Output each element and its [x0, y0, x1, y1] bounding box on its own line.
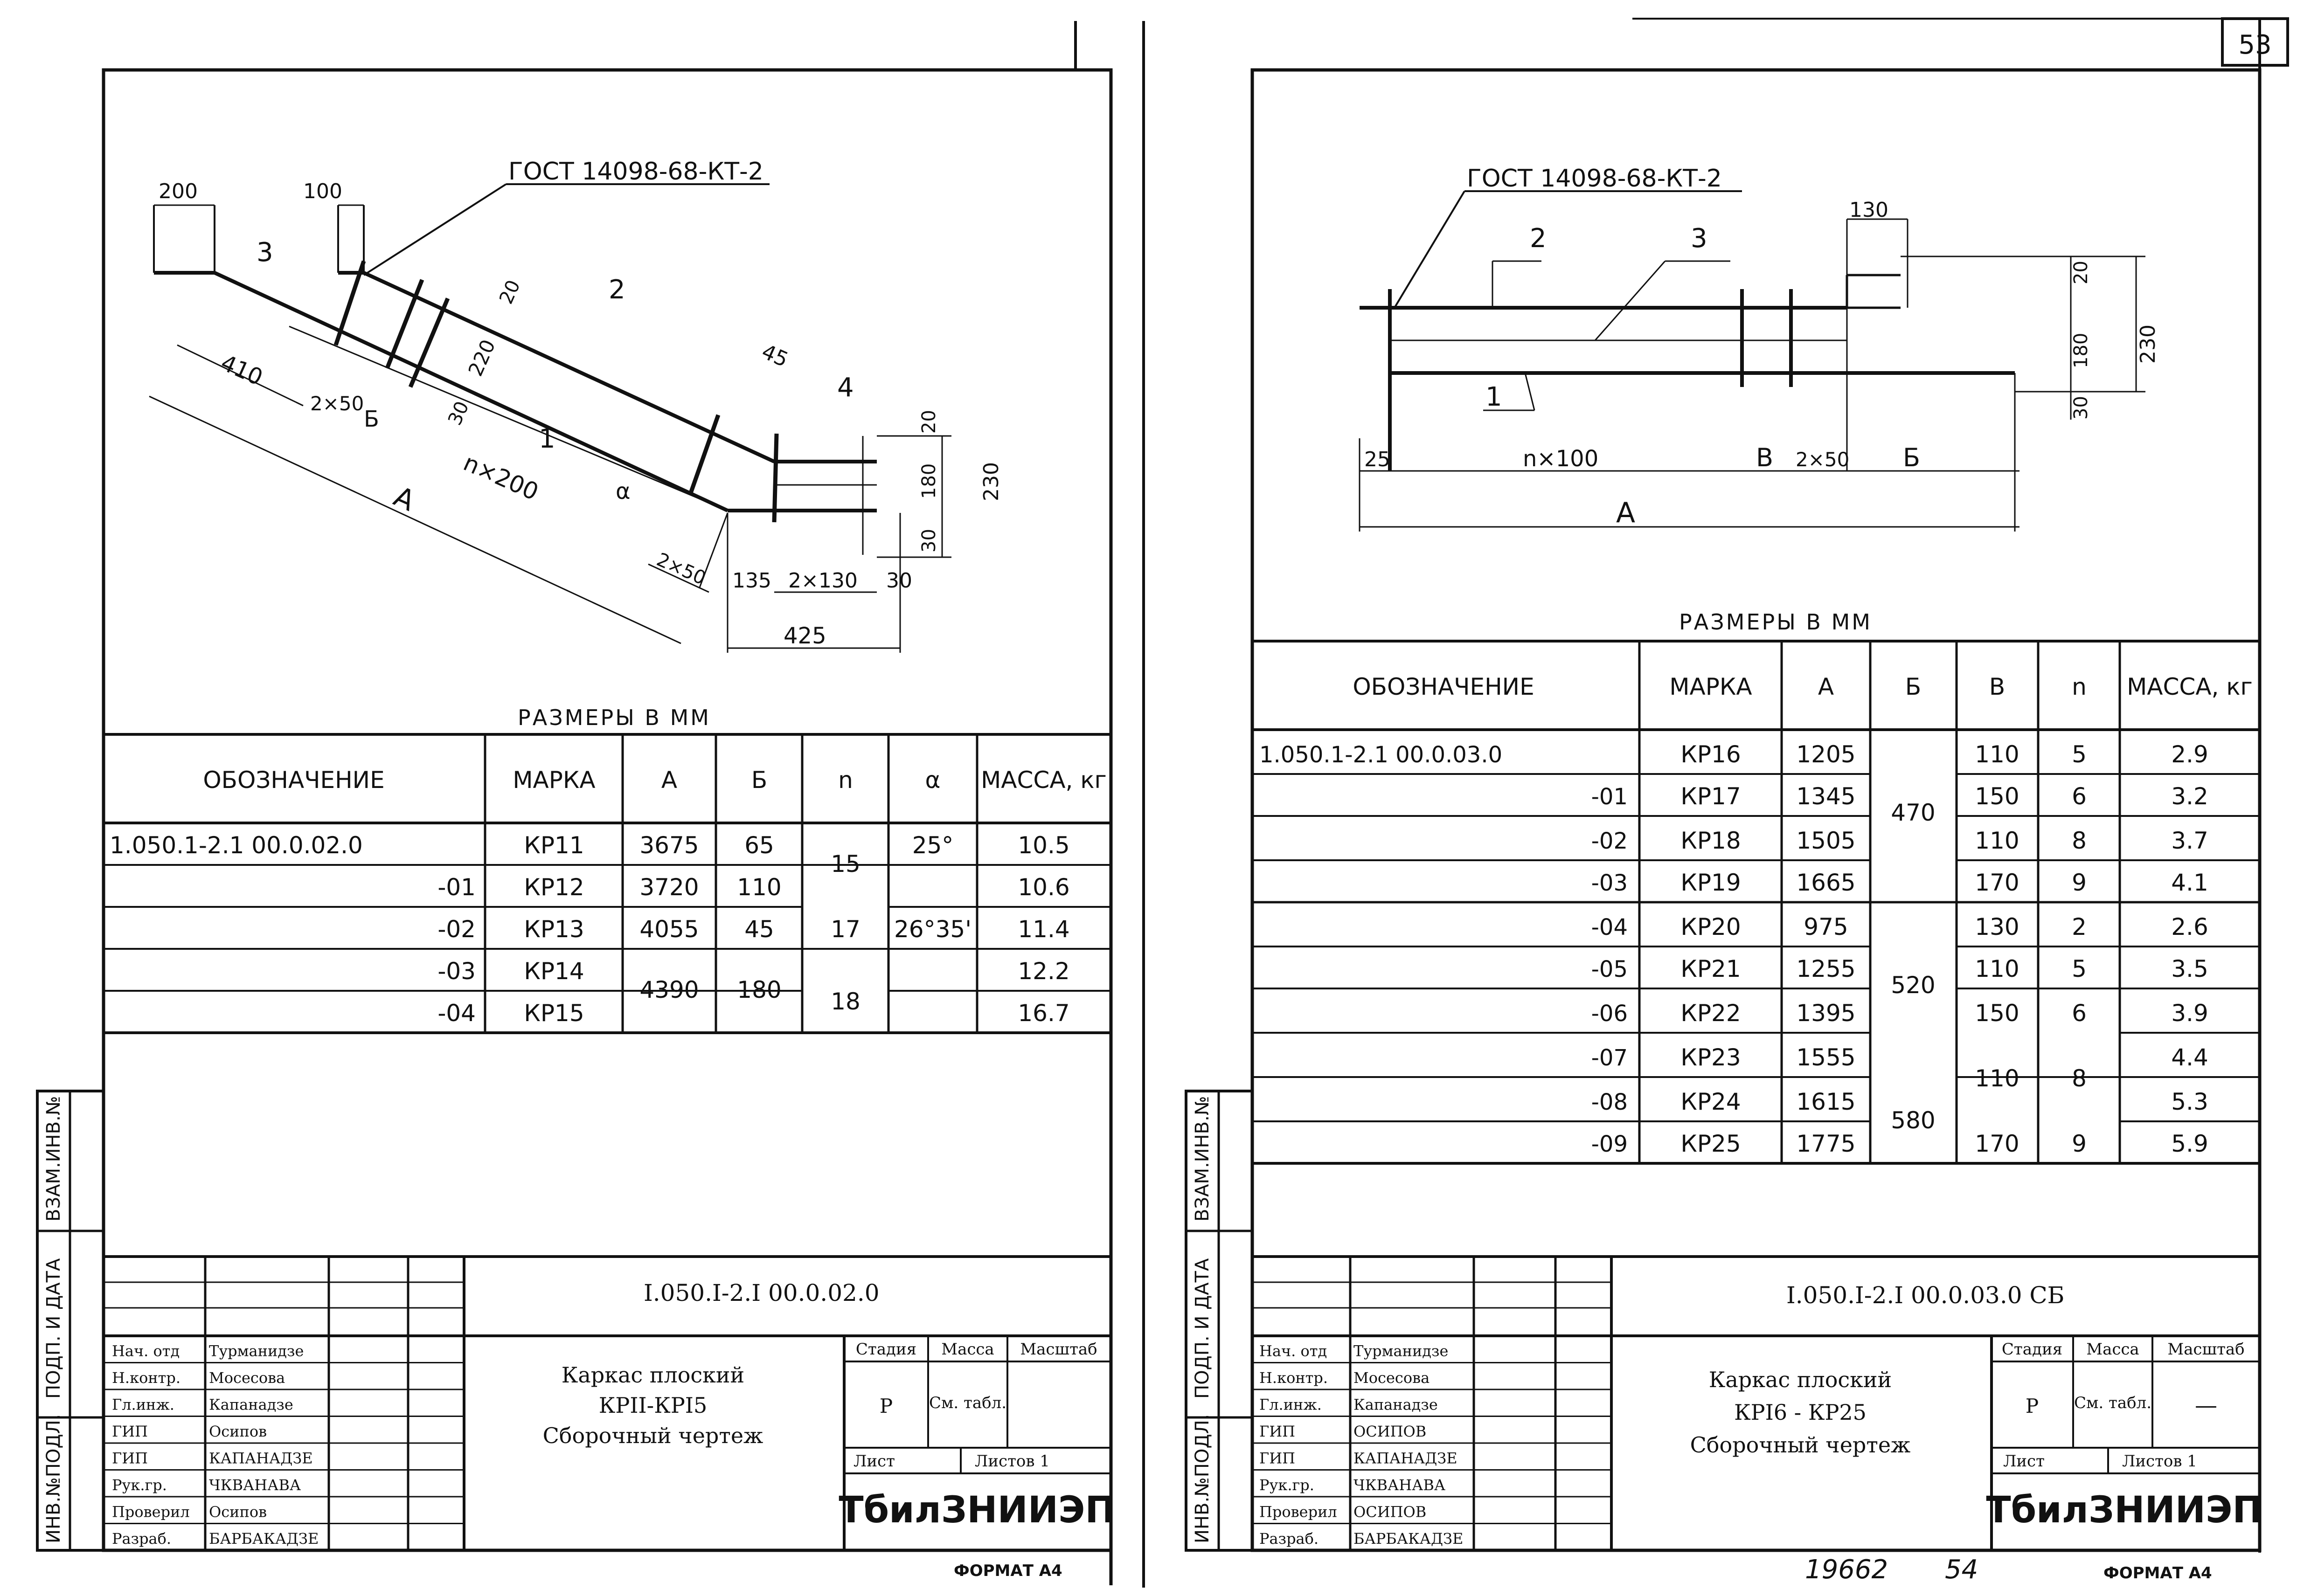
- right-table-cell: КР22: [1680, 1000, 1741, 1027]
- left-dim-label: 2×50: [310, 392, 364, 415]
- left-stamp-role: Рук.гр.: [112, 1476, 167, 1494]
- left-table-cell: 110: [737, 874, 782, 901]
- right-stamp-name: ОСИПОВ: [1353, 1503, 1427, 1521]
- left-stamp-name: БАРБАКАДЗЕ: [209, 1530, 319, 1548]
- right-table-cell: 2.9: [2171, 741, 2208, 768]
- left-frame-drawing: [149, 158, 1003, 653]
- left-pos-label: 3: [257, 237, 273, 268]
- right-table-designation: -04: [1591, 914, 1628, 940]
- right-stamp-name: ЧКВАНАВА: [1353, 1476, 1446, 1494]
- right-table-designation: -01: [1591, 784, 1628, 810]
- left-table-designation: 1.050.1-2.1 00.0.02.0: [110, 832, 363, 859]
- right-format-label: ФОРМАТ А4: [2103, 1564, 2212, 1582]
- left-table-header: α: [925, 767, 941, 794]
- left-stamp-role: Н.контр.: [112, 1369, 181, 1387]
- right-table-cell: 4.1: [2171, 869, 2208, 896]
- left-table-header: A: [661, 767, 678, 794]
- right-dim-label: n×100: [1523, 446, 1599, 472]
- left-table-cell: 4390: [639, 976, 699, 1003]
- left-dim-label: 180: [918, 463, 940, 499]
- left-sheet-label: Лист: [854, 1452, 895, 1471]
- footer-code: 19662: [1805, 1555, 1888, 1585]
- left-table-cell: 10.5: [1018, 832, 1070, 859]
- left-stamp-role: ГИП: [112, 1423, 148, 1440]
- footer-page: 54: [1945, 1555, 1978, 1585]
- right-table-cell: 1505: [1796, 827, 1856, 854]
- left-format-label: ФОРМАТ А4: [954, 1561, 1062, 1580]
- left-dim-label: n×200: [459, 449, 543, 506]
- right-table-designation: -09: [1591, 1131, 1628, 1157]
- left-table-cell: 15: [831, 850, 861, 877]
- right-stamp-role: Разраб.: [1259, 1530, 1319, 1548]
- left-table-cell: КР15: [524, 1000, 584, 1027]
- right-table-cell: 3.2: [2171, 783, 2208, 810]
- left-table-designation: -04: [437, 1000, 476, 1027]
- left-stamp-name: Осипов: [209, 1503, 267, 1521]
- left-table-cell: 180: [737, 976, 782, 1003]
- right-table-cell: 9: [2072, 1130, 2087, 1157]
- right-table-cell: КР16: [1680, 741, 1741, 768]
- left-table-cell: КР14: [524, 958, 584, 985]
- right-table-designation: -05: [1591, 956, 1628, 982]
- right-table-cell: КР21: [1680, 955, 1741, 982]
- right-spec-table: [1252, 641, 2260, 1163]
- right-table-header: МАРКА: [1669, 673, 1752, 700]
- left-stage-header: Стадия: [855, 1340, 917, 1359]
- left-table-header: Б: [751, 767, 768, 794]
- left-sheet: [37, 21, 1144, 1588]
- left-stamp-name: Турманидзе: [209, 1342, 304, 1360]
- right-table-cell: 5: [2072, 955, 2087, 982]
- left-stamp-role: Проверил: [112, 1503, 190, 1521]
- right-table-cell: 3.7: [2171, 827, 2208, 854]
- left-stamp-role: Гл.инж.: [112, 1396, 174, 1414]
- right-table-cell: КР25: [1680, 1130, 1741, 1157]
- left-stamp-role: Разраб.: [112, 1530, 172, 1548]
- right-mass-value: См. табл.: [2074, 1394, 2152, 1412]
- right-table-cell: 110: [1975, 1065, 2019, 1092]
- right-table-cell: 110: [1975, 955, 2019, 982]
- right-sheets-label: Листов 1: [2122, 1452, 2197, 1471]
- left-stamp-name: ЧКВАНАВА: [209, 1476, 301, 1494]
- left-stamp-role: ГИП: [112, 1449, 148, 1467]
- left-dim-label: 20: [495, 276, 525, 308]
- left-table-cell: 3675: [639, 832, 699, 859]
- right-dim-label: 25: [1364, 448, 1390, 471]
- left-pos-label: 2: [609, 275, 625, 305]
- right-sheet: [1186, 19, 2288, 1585]
- left-pos-label: 4: [837, 373, 854, 403]
- right-table-designation: 1.050.1-2.1 00.0.03.0: [1259, 742, 1503, 768]
- right-table-cell: 2.6: [2171, 913, 2208, 940]
- right-table-cell: 8: [2072, 1065, 2087, 1092]
- left-table-cell: 26°35': [894, 916, 972, 943]
- left-stamp-name: Осипов: [209, 1423, 267, 1440]
- right-stage-header: Стадия: [2001, 1340, 2063, 1359]
- left-table-header: МАССА, кг: [981, 767, 1107, 794]
- left-gost-label: ГОСТ 14098-68-КТ-2: [508, 158, 763, 186]
- left-dim-label: α: [616, 478, 631, 504]
- right-table-cell: 1345: [1796, 783, 1856, 810]
- right-table-cell: 520: [1891, 972, 1936, 999]
- right-table-cell: 170: [1975, 1130, 2019, 1157]
- right-mass-header: Масса: [2086, 1340, 2139, 1359]
- left-side-strip: [37, 1091, 104, 1550]
- left-stage-value: Р: [879, 1395, 893, 1417]
- right-title-2: КРI6 - КР25: [1734, 1400, 1867, 1425]
- right-table-header: ОБОЗНАЧЕНИЕ: [1353, 673, 1534, 700]
- page-number: 53: [2238, 30, 2272, 60]
- right-dim-label: 130: [1849, 198, 1888, 222]
- right-table-cell: 6: [2072, 1000, 2087, 1027]
- left-org-name: ТбилЗНИИЭП: [839, 1489, 1116, 1531]
- right-stamp-rows: [1252, 1342, 1611, 1548]
- right-table-cell: 6: [2072, 783, 2087, 810]
- left-dim-label: 20: [918, 410, 940, 434]
- right-org-name: ТбилЗНИИЭП: [1986, 1489, 2263, 1531]
- right-scale-header: Масштаб: [2167, 1340, 2245, 1359]
- side-inv-podl: ИНВ.№ПОДЛ.: [1192, 1414, 1213, 1543]
- right-stamp-name: БАРБАКАДЗЕ: [1353, 1530, 1464, 1548]
- right-drawing-code: I.050.I-2.I 00.0.03.0 СБ: [1786, 1282, 2065, 1309]
- left-table-cell: 25°: [912, 832, 954, 859]
- right-table-designation: -06: [1591, 1001, 1628, 1027]
- right-dim-label: В: [1756, 443, 1774, 472]
- right-table-cell: 9: [2072, 869, 2087, 896]
- right-dim-label: 230: [2136, 325, 2160, 364]
- left-table-text: [110, 767, 1107, 1027]
- left-dim-label: 135: [732, 569, 771, 593]
- right-table-designation: -02: [1591, 828, 1628, 854]
- right-stamp-role: Рук.гр.: [1259, 1476, 1314, 1494]
- right-table-cell: 1665: [1796, 869, 1856, 896]
- right-dim-label: 180: [2070, 332, 2092, 368]
- left-mass-value: См. табл.: [929, 1394, 1007, 1412]
- right-stamp-role: Н.контр.: [1259, 1369, 1328, 1387]
- left-stamp-name: Капанадзе: [209, 1396, 293, 1414]
- right-table-cell: КР23: [1680, 1044, 1741, 1071]
- left-table-designation: -03: [437, 958, 476, 985]
- left-dim-label: Б: [364, 406, 379, 432]
- left-sizes-label: РАЗМЕРЫ В ММ: [518, 705, 711, 730]
- left-dim-label: 2×50: [653, 549, 709, 589]
- right-stamp-role: Проверил: [1259, 1503, 1337, 1521]
- right-stamp-role: ГИП: [1259, 1449, 1295, 1467]
- left-dim-label: 30: [444, 398, 473, 429]
- right-table-cell: 470: [1891, 799, 1936, 826]
- right-table-header: МАССА, кг: [2127, 673, 2253, 700]
- left-stamp-role: Нач. отд: [112, 1342, 180, 1360]
- right-table-cell: 2: [2072, 913, 2087, 940]
- left-table-header: МАРКА: [513, 767, 596, 794]
- right-table-cell: 8: [2072, 827, 2087, 854]
- right-table-cell: 110: [1975, 827, 2019, 854]
- right-table-cell: 5.9: [2171, 1130, 2208, 1157]
- right-table-cell: 975: [1804, 913, 1848, 940]
- right-dim-label: 2×50: [1796, 448, 1850, 471]
- right-table-cell: 150: [1975, 783, 2019, 810]
- left-dim-label: 200: [159, 180, 198, 203]
- right-table-cell: 1255: [1796, 955, 1856, 982]
- left-dim-label: 2×130: [788, 569, 858, 593]
- right-scale-value: —: [2195, 1392, 2217, 1418]
- side-podp-data: ПОДП. И ДАТА: [1192, 1258, 1213, 1399]
- left-table-cell: 12.2: [1018, 958, 1070, 985]
- side-vzam-inv: ВЗАМ.ИНВ.№: [43, 1096, 64, 1222]
- left-pos-label: 1: [539, 424, 555, 454]
- left-dim-label: 100: [303, 180, 342, 203]
- right-title-3: Сборочный чертеж: [1690, 1432, 1911, 1458]
- left-table-cell: 18: [831, 988, 861, 1015]
- left-stamp-rows: [104, 1342, 464, 1548]
- right-table-header: В: [1989, 673, 2006, 700]
- left-table-cell: КР12: [524, 874, 584, 901]
- right-table-header: Б: [1905, 673, 1922, 700]
- left-title-2: КРII-КРI5: [598, 1393, 708, 1418]
- right-title-1: Каркас плоский: [1708, 1367, 1892, 1392]
- left-dim-label: 425: [784, 623, 826, 649]
- right-table-cell: 1205: [1796, 741, 1856, 768]
- left-table-cell: 16.7: [1018, 1000, 1070, 1027]
- right-table-cell: 3.9: [2171, 1000, 2208, 1027]
- right-table-cell: 5.3: [2171, 1088, 2208, 1115]
- right-table-designation: -07: [1591, 1045, 1628, 1071]
- right-table-cell: 4.4: [2171, 1044, 2208, 1071]
- left-title-1: Каркас плоский: [561, 1362, 745, 1388]
- right-stamp-name: КАПАНАДЗЕ: [1353, 1449, 1457, 1467]
- right-sizes-label: РАЗМЕРЫ В ММ: [1679, 609, 1872, 635]
- left-table-cell: 17: [831, 916, 861, 943]
- right-pos-label: 2: [1530, 223, 1547, 254]
- right-dim-label: A: [1616, 497, 1636, 529]
- left-dim-label: 230: [979, 462, 1003, 501]
- right-table-cell: 5: [2072, 741, 2087, 768]
- right-table-cell: 110: [1975, 741, 2019, 768]
- right-dim-label: 20: [2070, 261, 2092, 284]
- left-dim-label: 410: [217, 349, 267, 391]
- left-table-designation: -02: [437, 916, 476, 943]
- right-table-cell: КР20: [1680, 913, 1741, 940]
- right-table-text: [1259, 673, 2253, 1157]
- right-table-cell: КР24: [1680, 1088, 1741, 1115]
- right-stamp-role: Гл.инж.: [1259, 1396, 1322, 1414]
- left-title-3: Сборочный чертеж: [542, 1423, 763, 1448]
- right-stamp-name: ОСИПОВ: [1353, 1423, 1427, 1440]
- right-table-cell: КР19: [1680, 869, 1741, 896]
- right-table-cell: 1775: [1796, 1130, 1856, 1157]
- right-gost-label: ГОСТ 14098-68-КТ-2: [1467, 165, 1722, 193]
- left-table-cell: 11.4: [1018, 916, 1070, 943]
- left-stamp-name: КАПАНАДЗЕ: [209, 1449, 313, 1467]
- right-frame-drawing: [1360, 165, 2160, 532]
- left-dim-label: A: [389, 480, 420, 518]
- right-stage-value: Р: [2025, 1395, 2039, 1417]
- right-pos-label: 1: [1485, 382, 1502, 412]
- side-podp-data: ПОДП. И ДАТА: [43, 1258, 64, 1399]
- left-table-header: n: [838, 767, 853, 794]
- right-side-strip: [1186, 1091, 1252, 1550]
- left-scale-header: Масштаб: [1020, 1340, 1097, 1359]
- right-sheet-label: Лист: [2003, 1452, 2045, 1471]
- left-stamp-name: Мосесова: [209, 1369, 285, 1387]
- right-table-cell: 130: [1975, 913, 2019, 940]
- right-table-cell: 580: [1891, 1107, 1936, 1134]
- left-dim-label: 45: [758, 339, 792, 372]
- side-vzam-inv: ВЗАМ.ИНВ.№: [1192, 1096, 1213, 1222]
- right-table-cell: КР17: [1680, 783, 1741, 810]
- right-table-header: A: [1818, 673, 1834, 700]
- left-dim-label: 30: [918, 529, 940, 553]
- left-sheets-label: Листов 1: [975, 1452, 1050, 1471]
- right-table-cell: КР18: [1680, 827, 1741, 854]
- right-stamp-role: ГИП: [1259, 1423, 1295, 1440]
- right-dim-label: Б: [1903, 443, 1921, 472]
- right-table-cell: 1615: [1796, 1088, 1856, 1115]
- right-stamp-role: Нач. отд: [1259, 1342, 1327, 1360]
- right-pos-label: 3: [1691, 223, 1707, 254]
- left-table-cell: 4055: [639, 916, 699, 943]
- left-dim-label: 30: [886, 569, 912, 593]
- left-table-header: ОБОЗНАЧЕНИЕ: [203, 767, 385, 794]
- left-table-cell: КР13: [524, 916, 584, 943]
- right-stamp-name: Мосесова: [1353, 1369, 1430, 1387]
- right-table-cell: 150: [1975, 1000, 2019, 1027]
- right-dim-label: 30: [2070, 396, 2092, 420]
- right-table-cell: 170: [1975, 869, 2019, 896]
- left-table-designation: -01: [437, 874, 476, 901]
- right-table-header: n: [2072, 673, 2087, 700]
- left-dim-label: 220: [464, 336, 500, 380]
- left-drawing-code: I.050.I-2.I 00.0.02.0: [644, 1279, 880, 1306]
- right-table-cell: 3.5: [2171, 955, 2208, 982]
- right-stamp-name: Капанадзе: [1353, 1396, 1438, 1414]
- right-table-cell: 1395: [1796, 1000, 1856, 1027]
- right-table-designation: -03: [1591, 870, 1628, 896]
- left-table-cell: 3720: [639, 874, 699, 901]
- side-inv-podl: ИНВ.№ПОДЛ.: [43, 1414, 64, 1543]
- right-table-cell: 1555: [1796, 1044, 1856, 1071]
- right-table-designation: -08: [1591, 1089, 1628, 1115]
- left-table-cell: 45: [744, 916, 774, 943]
- left-table-cell: 10.6: [1018, 874, 1070, 901]
- left-mass-header: Масса: [941, 1340, 994, 1359]
- right-stamp-name: Турманидзе: [1353, 1342, 1449, 1360]
- left-table-cell: КР11: [524, 832, 584, 859]
- left-table-cell: 65: [744, 832, 774, 859]
